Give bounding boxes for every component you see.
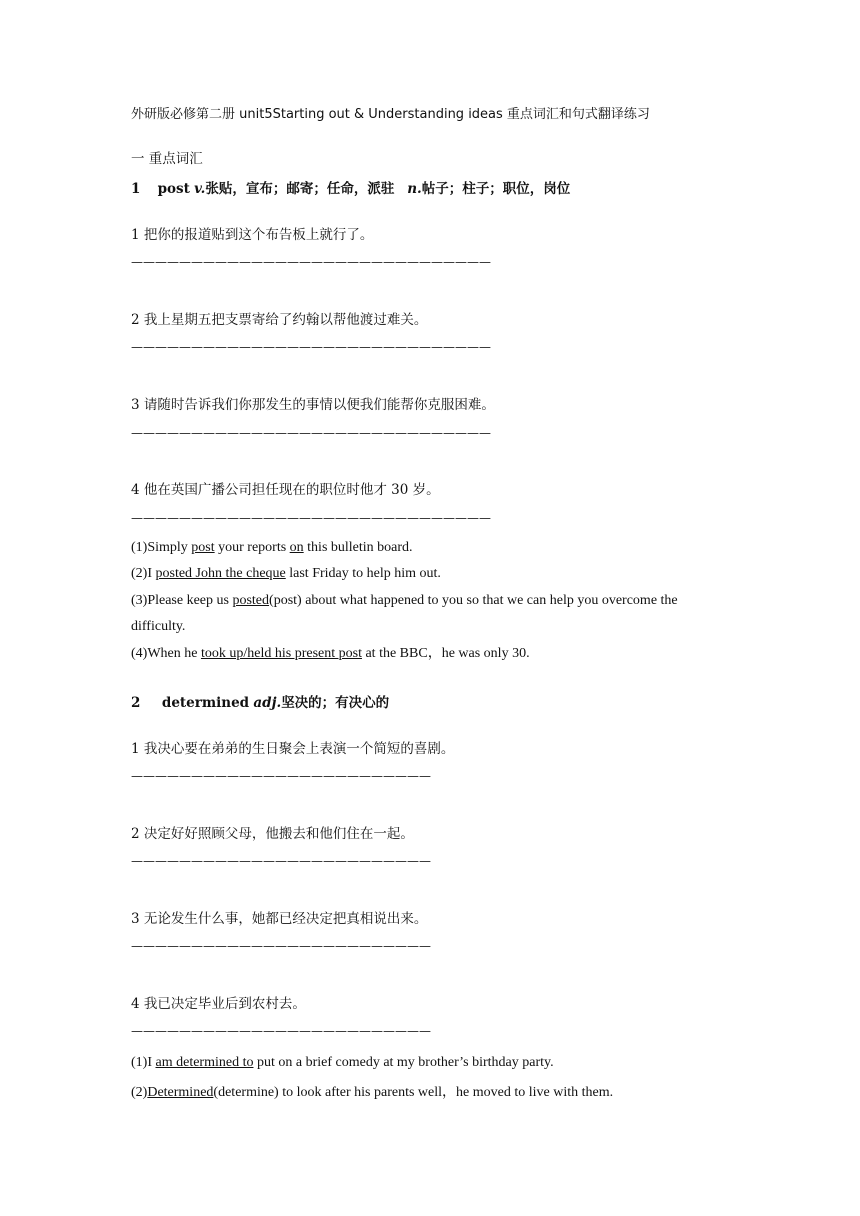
answer-text: (determine) to look after his parents well，he moved to live with them. bbox=[213, 1085, 614, 1100]
answer-text: (2) bbox=[131, 1085, 148, 1100]
question-item: 3 无论发生什么事，她都已经决定把真相说出来。 bbox=[131, 911, 428, 927]
answer-underlined: posted bbox=[232, 593, 270, 608]
answer-blank-line: —————————————————————————————— bbox=[131, 511, 491, 525]
answer-text: your reports bbox=[214, 540, 290, 555]
answer-sentence bbox=[131, 592, 678, 610]
answer-text: (post) about what happened to you so that we can help you overcome the bbox=[269, 593, 678, 608]
word-number: 2 bbox=[131, 695, 141, 711]
answer-text: (4)When he bbox=[131, 646, 201, 661]
word-meaning: 帖子；柱子；职位，岗位 bbox=[421, 181, 571, 197]
part-of-speech: v. bbox=[194, 181, 206, 197]
answer-underlined: on bbox=[289, 540, 304, 555]
document-title: 外研版必修第二册 unit5Starting out & Understanding ideas 重点词汇和句式翻译练习 bbox=[131, 107, 650, 122]
word-meaning: 坚决的；有决心的 bbox=[281, 695, 390, 711]
answer-sentence bbox=[131, 1084, 613, 1102]
section-heading: 一 重点词汇 bbox=[131, 151, 203, 167]
answer-text: put on a brief comedy at my brother’s birthday party. bbox=[253, 1055, 554, 1070]
question-item: 4 我已决定毕业后到农村去。 bbox=[131, 996, 306, 1012]
answer-blank-line: —————————————————————————————— bbox=[131, 426, 491, 440]
answer-underlined: took up/held his present post bbox=[200, 646, 362, 661]
word-term: determined bbox=[161, 695, 250, 711]
answer-blank-line: ————————————————————————— bbox=[131, 939, 431, 953]
question-item: 1 把你的报道贴到这个布告板上就行了。 bbox=[131, 227, 374, 243]
answer-blank-line: —————————————————————————————— bbox=[131, 255, 491, 269]
word-meaning: 张贴，宣布；邮寄；任命，派驻 bbox=[205, 181, 395, 197]
question-item: 1 我决心要在弟弟的生日聚会上表演一个简短的喜剧。 bbox=[131, 741, 455, 757]
answer-text: (1)I bbox=[131, 1055, 156, 1070]
answer-underlined: Determined bbox=[147, 1085, 214, 1100]
part-of-speech: n. bbox=[407, 181, 422, 197]
answer-sentence-continued: difficulty. bbox=[131, 619, 186, 634]
part-of-speech: adj. bbox=[253, 695, 282, 711]
word-term: post bbox=[157, 181, 190, 197]
word-heading-determined bbox=[131, 694, 389, 712]
answer-text: (1)Simply bbox=[131, 540, 192, 555]
answer-text: (3)Please keep us bbox=[131, 593, 233, 608]
answer-blank-line: —————————————————————————————— bbox=[131, 340, 491, 354]
answer-text: this bulletin board. bbox=[303, 540, 413, 555]
answer-underlined: post bbox=[191, 540, 215, 555]
answer-blank-line: ————————————————————————— bbox=[131, 1024, 431, 1038]
answer-sentence bbox=[131, 645, 530, 663]
question-item: 2 决定好好照顾父母，他搬去和他们住在一起。 bbox=[131, 826, 414, 842]
answer-sentence bbox=[131, 565, 441, 583]
question-item: 4 他在英国广播公司担任现在的职位时他才 30 岁。 bbox=[131, 482, 440, 498]
answer-blank-line: ————————————————————————— bbox=[131, 769, 431, 783]
word-heading-post bbox=[131, 180, 570, 198]
answer-text: last Friday to help him out. bbox=[285, 566, 441, 581]
answer-underlined: posted John the cheque bbox=[155, 566, 286, 581]
answer-text: at the BBC，he was only 30. bbox=[361, 646, 530, 661]
question-item: 3 请随时告诉我们你那发生的事情以便我们能帮你克服困难。 bbox=[131, 397, 495, 413]
answer-blank-line: ————————————————————————— bbox=[131, 854, 431, 868]
answer-sentence bbox=[131, 1054, 554, 1072]
question-item: 2 我上星期五把支票寄给了约翰以帮他渡过难关。 bbox=[131, 312, 428, 328]
answer-sentence bbox=[131, 539, 413, 557]
answer-text: (2)I bbox=[131, 566, 156, 581]
answer-underlined: am determined to bbox=[155, 1055, 254, 1070]
word-number: 1 bbox=[131, 181, 141, 197]
